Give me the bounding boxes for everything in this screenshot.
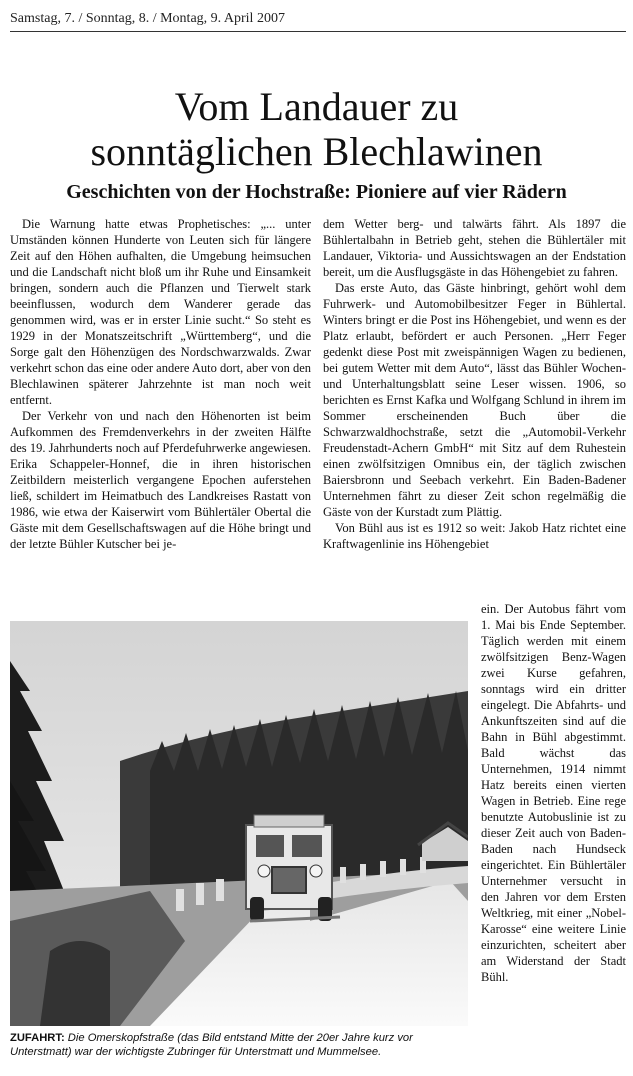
photo-illustration xyxy=(10,621,468,1026)
subheadline: Geschichten von der Hochstraße: Pioniere auf vier Rädern xyxy=(66,181,567,203)
headline-line-2: sonntäglichen Blechlawinen xyxy=(90,129,543,174)
photo-caption xyxy=(10,1031,472,1059)
caption-text: Die Omerskopfstraße (das Bild entstand Mitte der 20er Jahre kurz vor Unterstmatt) war der wichtigste Zubringer für Unterstmatt und Mummelsee. xyxy=(10,1032,413,1058)
article-paragraph: ein. Der Autobus fährt vom 1. Mai bis Ende September. Täglich werden mit einem zwölfsitzigen Benz-Wagen zwei Kurse gefahren, sonntags wird ein dritter eingelegt. Die Abfahrts- und Ankunftszeiten sind auf die Bahn in Bühl abgestimmt. Bald wächst das Unternehmen, 1914 nimmt Hatz bereits einen vierten Wagen in Betrieb. Eine rege benutzte Autobuslinie ist zu dieser Zeit auch von Baden-Baden nach Hundseck eingerichtet. Ein Bühlertäler Unternehmer versucht in den Jahren vor dem Ersten Weltkrieg, mit einer „Nobel-Karosse“ eine weitere Linie einzurichten, scheitert aber am Widerstand der Stadt Bühl. xyxy=(481,602,626,984)
article-paragraph: Der Verkehr von und nach den Höhenorten ist beim Aufkommen des Fremdenverkehrs in der zweiten Hälfte des 19. Jahrhunderts noch auf Pferdefuhrwerke angewiesen. Erika Schappeler-Honnef, die in ihren historischen Zeitbildern meisterlich vergangene Epochen auferstehen ließ, schildert im Heimatbuch des Landkreises Rastatt von 1986, wie etwa der Kaiserwirt vom Bühlertäler Obertal die Gäste mit dem Gesellschaftswagen auf die Höhe bringt und der letzte Bühler Kutscher bei je- xyxy=(10,409,311,551)
article-paragraph: dem Wetter berg- und talwärts fährt. Als 1897 die Bühlertalbahn in Betrieb geht, stehen die Bühlertäler mit Landauer, Viktoria- und Aussichtswagen an der Endstation bereit, um die Ausflugsgäste in das Höhengebiet zu fahren. xyxy=(323,217,626,279)
historic-photo xyxy=(10,621,468,1026)
article-column-left xyxy=(10,216,311,552)
caption-label: ZUFAHRT: xyxy=(10,1032,65,1044)
dateline: Samstag, 7. / Sonntag, 8. / Montag, 9. April 2007 xyxy=(10,11,626,32)
article-column-right xyxy=(323,216,626,552)
article-paragraph: Von Bühl aus ist es 1912 so weit: Jakob Hatz richtet eine Kraftwagenlinie ins Höhengebiet xyxy=(323,521,626,551)
article-paragraph: Die Warnung hatte etwas Prophetisches: „... unter Umständen können Hunderte von Leuten sich für längere Zeit auf den Höhen aufhalten, die Umgebung heimsuchen und die Landschaft nicht bloß um ihr Ruhe und Einsamkeit bringen, sondern auch die Pflanzen und Tierwelt stark beeinflussen, wodurch dem Wanderer gerade das genommen wird, was er in erster Linie sucht.“ So steht es 1929 in der Monatszeitschrift „Württemberg“, und die Sorge galt den Höhenzügen des Nordschwarzwalds. Zwar verkehrt schon das eine oder andere Auto dort, aber von den Blechlawinen späterer Jahrzehnte ist man noch weit entfernt. xyxy=(10,217,311,407)
headline-line-1: Vom Landauer zu xyxy=(174,84,459,129)
article-paragraph: Das erste Auto, das Gäste hinbringt, gehört wohl dem Fuhrwerk- und Automobilbesitzer Feger in Bühlertal. Winters bringt er die Post ins Höhengebiet, und wenn es der Platz erlaubt, befördert er auch Personen. „Herr Feger gedenkt diese Post mit zweispännigen Wagen zu bedienen, bei gutem Wetter mit dem Auto“, lässt das Bühler Wochen- und Unterhaltungsblatt seine Leser wissen. 1906, so berichten es Ernst Kafka und Wolfgang Schlund in ihrem im Sommer erscheinenden Buch über die Schwarzwaldhochstraße, setzt die „Automobil-Verkehr Freudenstadt-Achern GmbH“ mit Sitz auf dem Ruhestein einen zwölfsitzigen Omnibus ein, der täglich zwischen Baiersbronn und Seebach verkehrt. Ein Baden-Badener Unternehmen fährt zu dieser Zeit schon regelmäßig die Gäste von der Kurstadt zum Plättig. xyxy=(323,281,626,519)
headline xyxy=(0,84,633,174)
article-column-narrow xyxy=(481,601,626,985)
